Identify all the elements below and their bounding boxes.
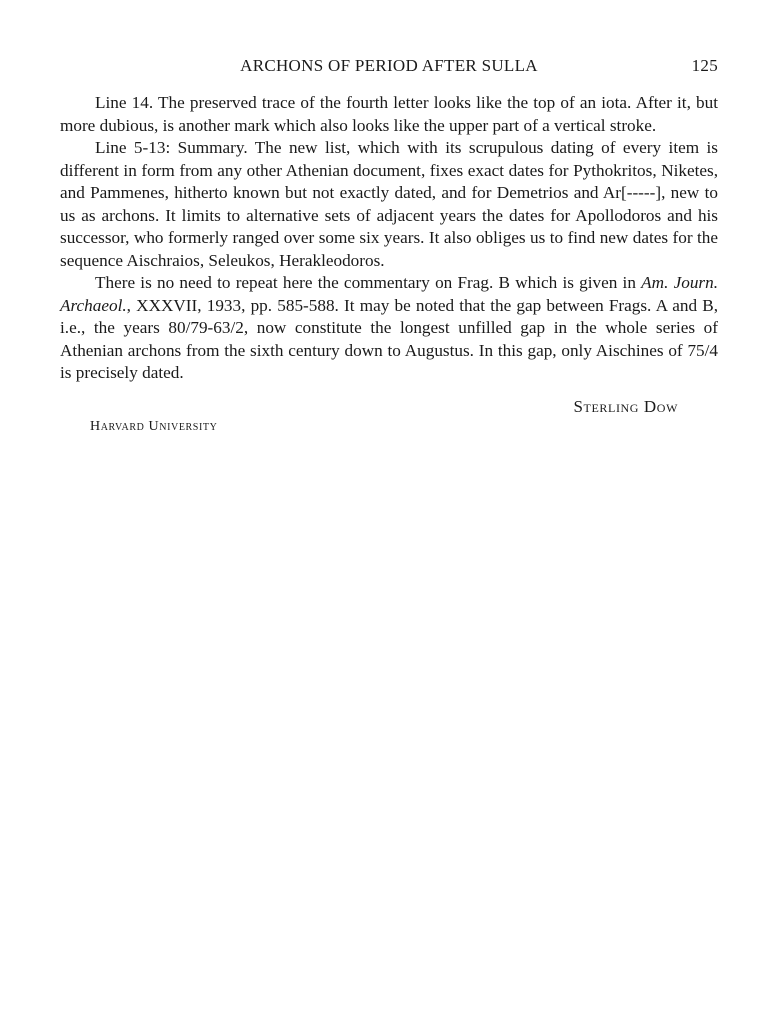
paragraph-summary: Line 5-13: Summary. The new list, which with its scrupulous dating of every item is different in form from any other Athenian document, fixes exact dates for Pythokritos, Niketes, and Pammenes, hitherto known but not exactly dated, and for Demetrios and Ar[-----], new to us as archons. It limits to alternative sets of adjacent years the dates for Apollodoros and his successor, who formerly ranged over some six years. It also obliges us to find new dates for the sequence Aischraios, Seleukos, Herakleodoros. (60, 138, 718, 270)
paragraph-text: , XXXVII, 1933, pp. 585-588. It may be noted that the gap between Frags. A and B, i.e., the years 80/79-63/2, now constitute the longest unfilled gap in the whole series of Athenian archons from the sixth century down to Augustus. In this gap, only Aischines of 75/4 is precisely dated. (60, 295, 718, 382)
author-signature: Sterling Dow (573, 396, 678, 416)
journal-citation: Am. Journ. Archaeol. (60, 273, 719, 315)
paragraph-line-14: Line 14. The preserved trace of the fourth letter looks like the top of an iota. After it, but more dubious, is another mark which also looks like the upper part of a vertical stroke. (60, 93, 718, 135)
paragraph-frag-b (60, 272, 718, 385)
running-title: ARCHONS OF PERIOD AFTER SULLA (240, 56, 538, 75)
author-affiliation: Harvard University (90, 418, 218, 434)
paragraph-text: There is no need to repeat here the commentary on Frag. B which is given in (95, 273, 642, 292)
article-body (60, 92, 718, 385)
page-number: 125 (691, 56, 718, 75)
running-head (60, 54, 718, 78)
page (60, 54, 718, 435)
